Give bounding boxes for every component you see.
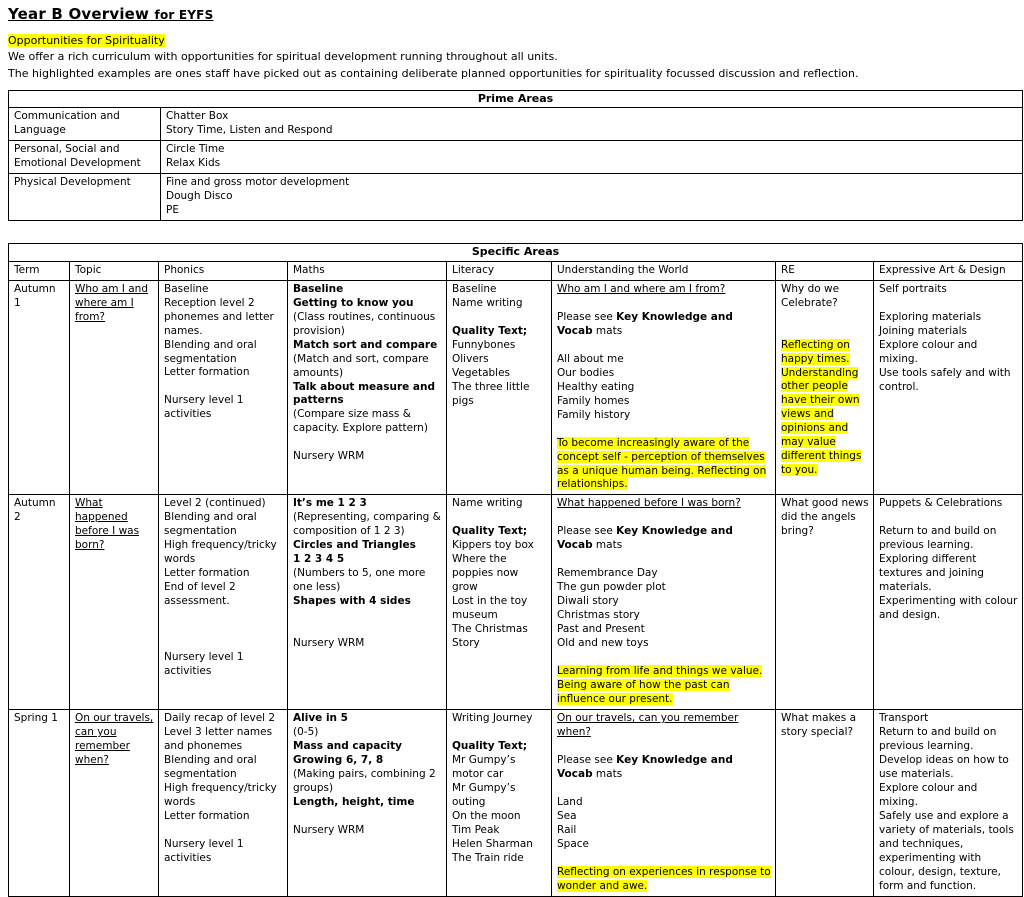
cell-line: Growing 6, 7, 8 [293,754,384,767]
cell-re [776,710,874,897]
column-header-literacy: Literacy [447,261,552,280]
cell-line: Letter formation [164,567,250,580]
cell-line: Baseline [452,282,497,295]
cell-re [776,280,874,495]
cell-line: Reception level 2 phonemes and letter names. [164,296,274,337]
cell-topic [70,280,159,495]
cell-line: The three little pigs [452,380,530,407]
cell-line [557,740,771,754]
prime-area-row [9,108,1023,141]
cell-line: (0-5) [293,726,319,739]
cell-line: Please see Key Knowledge and Vocab mats [557,754,733,781]
page-title-main: Year B Overview [8,5,155,23]
cell-line: Sea [557,810,577,822]
cell-line: 1 2 3 4 5 [293,553,345,566]
cell-line [557,297,771,311]
cell-line: Healthy eating [557,380,635,393]
cell-line [557,651,771,665]
cell-line: Lost in the toy museum [452,595,528,622]
cell-line: Why do we Celebrate? [781,282,840,309]
cell-line [164,609,283,623]
cell-line: Mass and capacity [293,740,403,753]
cell-line: Who am I and where am I from? [75,282,148,323]
cell-line [164,623,283,637]
cell-line: Story Time, Listen and Respond [166,124,333,137]
cell-line: Getting to know you [293,296,414,309]
cell-line [293,609,442,623]
cell-line: Alive in 5 [293,712,348,725]
cell-line: Explore colour and mixing. [879,338,978,365]
cell-line: Olivers Vegetables [452,352,511,379]
cell-line: Blending and oral segmentation [164,511,257,538]
cell-line [293,810,442,824]
cell-line: What happened before I was born? [557,497,741,510]
cell-literacy [447,495,552,710]
cell-line: Length, height, time [293,796,415,809]
cell-line: Baseline [164,282,209,295]
cell-phonics [159,710,288,897]
cell-phonics [159,280,288,495]
cell-line [557,852,771,866]
cell-line: Our bodies [557,366,615,379]
cell-line: Helen Sharman [452,838,533,850]
page-title [8,5,1022,23]
cell-line [557,511,771,525]
cell-line: Safely use and explore a variety of materials, tools and techniques, experimenting with colour, design, texture, form and function. [879,809,1014,892]
cell-line: Reflecting on happy times. Understanding other people have their own views and opinions and may value different things to you. [781,338,862,477]
cell-line: What good news did the angels bring? [781,497,869,538]
column-header-understanding-the-world: Understanding the World [552,261,776,280]
cell-line: Mr Gumpy’s motor car [452,754,516,781]
cell-line: Family history [557,408,631,421]
cell-line: All about me [557,352,624,365]
cell-line: Who am I and where am I from? [557,282,726,295]
cell-topic [70,495,159,710]
cell-line: Funnybones [452,338,516,351]
cell-line: Blending and oral segmentation [164,338,257,365]
cell-literacy [447,710,552,897]
cell-understanding [552,280,776,495]
cell-line [879,297,1018,311]
specific-areas-header: Specific Areas [9,244,1023,262]
cell-line: Nursery level 1 activities [164,651,244,678]
cell-line: Kippers toy box [452,539,534,552]
cell-line: Please see Key Knowledge and Vocab mats [557,525,733,552]
cell-line [781,311,869,325]
cell-line: On our travels, can you remember when? [557,712,739,739]
cell-line: Return to and build on previous learning. [879,525,997,552]
cell-understanding [552,710,776,897]
prime-area-items [161,108,1023,141]
specific-term-row [9,280,1023,495]
cell-line: Past and Present [557,623,645,636]
cell-line: Where the poppies now grow [452,553,519,594]
cell-literacy [447,280,552,495]
cell-line: Spring 1 [14,712,58,725]
cell-line: Circle Time [166,143,225,156]
cell-line: The Christmas Story [452,623,528,650]
cell-line: Name writing [452,296,523,309]
cell-expressive [874,280,1023,495]
cell-maths [288,710,447,897]
column-header-re: RE [776,261,874,280]
cell-line: PE [166,204,179,217]
cell-line [781,325,869,339]
cell-line: Shapes with 4 sides [293,595,411,608]
cell-line: Exploring different textures and joining materials. [879,553,984,594]
cell-line [452,511,547,525]
spirituality-subtitle: Opportunities for Spirituality [8,34,165,47]
cell-line: Puppets & Celebrations [879,497,1003,510]
cell-line: Level 3 letter names and phonemes [164,726,273,753]
cell-line: Quality Text; [452,324,528,337]
specific-column-header-row [9,261,1023,280]
cell-line: Nursery WRM [293,637,365,650]
cell-line: Exploring materials [879,310,982,323]
cell-line [557,782,771,796]
specific-areas-body [9,280,1023,896]
cell-line: Please see Key Knowledge and Vocab mats [557,310,733,337]
cell-line: Autumn 2 [14,497,56,524]
cell-line: Level 2 (continued) [164,497,266,510]
cell-line: Nursery WRM [293,450,365,463]
cell-line: Old and new toys [557,637,649,650]
cell-line: Blending and oral segmentation [164,754,257,781]
cell-line: Experimenting with colour and design. [879,595,1018,622]
cell-line: Develop ideas on how to use materials. [879,754,1009,781]
cell-term [9,495,70,710]
cell-line: Land [557,796,583,808]
cell-line: Transport [879,712,929,725]
cell-line: (Making pairs, combining 2 groups) [293,768,436,795]
cell-line [879,511,1018,525]
cell-line: Return to and build on previous learning. [879,726,997,753]
cell-term [9,280,70,495]
cell-line: Mr Gumpy’s outing [452,782,516,809]
prime-area-name: Physical Development [9,174,161,221]
cell-line: Letter formation [164,809,250,822]
cell-line [557,339,771,353]
cell-line: Fine and gross motor development [166,176,350,189]
prime-area-items [161,174,1023,221]
intro-line-2: The highlighted examples are ones staff have picked out as containing deliberate planned opportunities for spirituality focussed discussion and reflection. [8,66,859,80]
cell-phonics [159,495,288,710]
cell-line: Self portraits [879,282,947,295]
cell-re [776,495,874,710]
cell-line: What makes a story special? [781,712,856,739]
cell-line: Nursery level 1 activities [164,837,244,864]
prime-area-items [161,141,1023,174]
cell-understanding [552,495,776,710]
cell-line: (Class routines, continuous provision) [293,310,436,337]
cell-line [293,623,442,637]
prime-area-name: Communication and Language [9,108,161,141]
cell-line: Circles and Triangles [293,539,416,552]
cell-expressive [874,495,1023,710]
cell-line: Space [557,838,589,850]
cell-line: Reflecting on experiences in response to wonder and awe. [557,866,771,892]
page-title-suffix: for EYFS [154,8,214,22]
cell-line: Remembrance Day [557,567,658,580]
cell-expressive [874,710,1023,897]
cell-line: Dough Disco [166,190,233,203]
specific-term-row [9,710,1023,897]
cell-line: On our travels, can you remember when? [75,712,154,767]
cell-line: (Representing, comparing & composition of 1 2 3) [293,511,441,538]
prime-area-row [9,141,1023,174]
cell-line: What happened before I was born? [75,497,140,552]
cell-line: Daily recap of level 2 [164,712,276,725]
cell-line: Baseline [293,282,344,295]
cell-line: Diwali story [557,595,619,608]
cell-line [164,637,283,651]
cell-line [164,824,283,838]
column-header-topic: Topic [70,261,159,280]
cell-maths [288,495,447,710]
cell-line: Quality Text; [452,525,528,538]
cell-line [557,423,771,437]
cell-line: Joining materials [879,324,967,337]
cell-line: Explore colour and mixing. [879,782,978,808]
cell-line: Use tools safely and with control. [879,366,1011,393]
prime-areas-header: Prime Areas [9,90,1023,108]
cell-line [164,380,283,394]
cell-line: High frequency/tricky words [164,782,277,808]
column-header-maths: Maths [288,261,447,280]
cell-line: Chatter Box [166,110,229,123]
cell-line [452,726,547,740]
column-header-phonics: Phonics [159,261,288,280]
cell-line: End of level 2 assessment. [164,581,236,608]
prime-areas-body [9,108,1023,221]
column-header-term: Term [9,261,70,280]
prime-areas-table [8,90,1023,222]
cell-line: High frequency/tricky words [164,539,277,566]
cell-line: The gun powder plot [557,581,666,594]
cell-line: Christmas story [557,609,640,622]
cell-line: Quality Text; [452,740,528,753]
cell-line [452,311,547,325]
cell-line: On the moon [452,810,521,822]
cell-line: (Compare size mass & capacity. Explore pattern) [293,408,428,435]
cell-line: Letter formation [164,366,250,379]
prime-area-row [9,174,1023,221]
prime-area-name: Personal, Social and Emotional Development [9,141,161,174]
cell-line [293,436,442,450]
cell-line [557,553,771,567]
cell-line: Family homes [557,394,630,407]
cell-line: Nursery level 1 activities [164,394,244,421]
cell-line: Nursery WRM [293,824,365,837]
cell-line: Rail [557,824,577,836]
cell-maths [288,280,447,495]
specific-areas-table [8,243,1023,897]
cell-line: Tim Peak [452,824,500,836]
intro-line-1: We offer a rich curriculum with opportunities for spiritual development running throughout all units. [8,50,558,63]
cell-line: (Match and sort, compare amounts) [293,352,429,379]
cell-line: To become increasingly aware of the concept self - perception of themselves as a unique human being. Reflecting on relationships. [557,436,767,491]
cell-line: (Numbers to 5, one more one less) [293,567,426,594]
cell-line: Learning from life and things we value. Being aware of how the past can influence our present. [557,665,763,706]
cell-term [9,710,70,897]
cell-line: Writing Journey [452,712,533,725]
specific-term-row [9,495,1023,710]
cell-line: Talk about measure and patterns [293,380,436,407]
cell-line: Name writing [452,497,523,510]
cell-line: Relax Kids [166,157,221,170]
cell-topic [70,710,159,897]
cell-line: It’s me 1 2 3 [293,497,367,510]
cell-line: Autumn 1 [14,282,56,309]
cell-line: Match sort and compare [293,338,438,351]
column-header-expressive-art-design: Expressive Art & Design [874,261,1023,280]
cell-line: The Train ride [452,852,524,864]
